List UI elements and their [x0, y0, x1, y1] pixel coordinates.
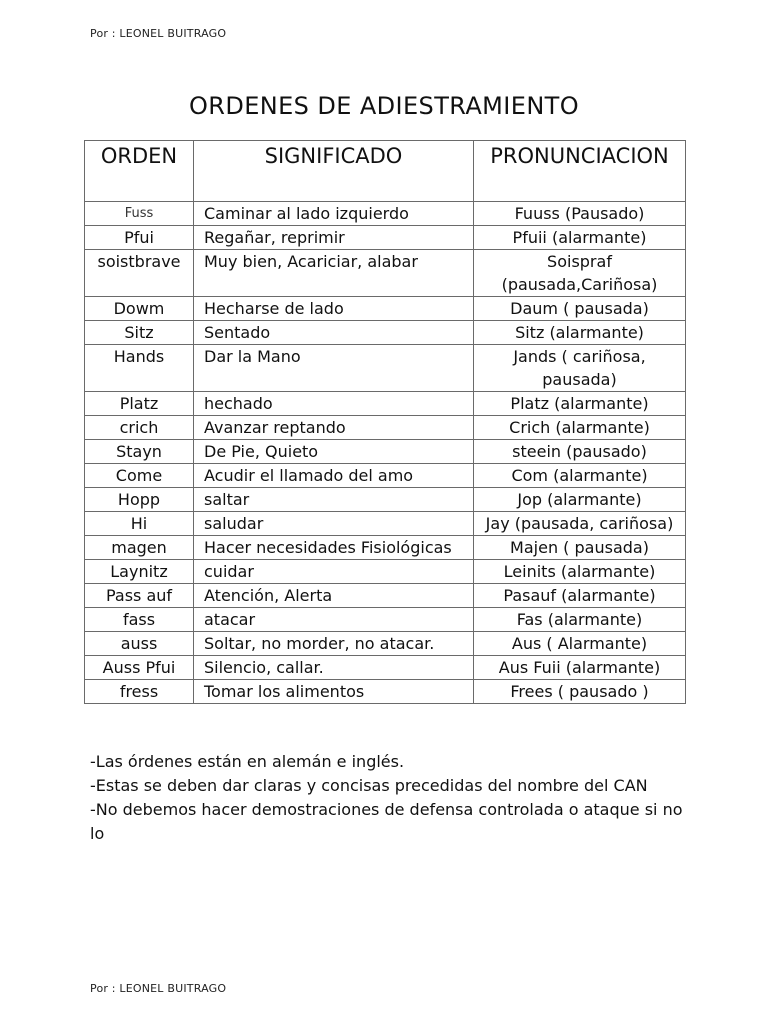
cell-orden: Platz — [85, 392, 194, 416]
table-row — [85, 656, 686, 680]
cell-orden: Fuss — [85, 202, 194, 226]
notes-section — [90, 750, 690, 846]
column-header-pronunciacion: PRONUNCIACION — [474, 141, 686, 202]
cell-pronunciacion: Crich (alarmante) — [474, 416, 686, 440]
cell-pronunciacion: Com (alarmante) — [474, 464, 686, 488]
cell-significado: atacar — [194, 608, 474, 632]
cell-significado: Caminar al lado izquierdo — [194, 202, 474, 226]
cell-significado: Hecharse de lado — [194, 297, 474, 321]
cell-significado: hechado — [194, 392, 474, 416]
cell-orden: magen — [85, 536, 194, 560]
cell-orden: fress — [85, 680, 194, 704]
cell-pronunciacion: Fuuss (Pausado) — [474, 202, 686, 226]
cell-pronunciacion: Daum ( pausada) — [474, 297, 686, 321]
column-header-significado: SIGNIFICADO — [194, 141, 474, 202]
cell-pronunciacion: Jop (alarmante) — [474, 488, 686, 512]
cell-pronunciacion: Frees ( pausado ) — [474, 680, 686, 704]
cell-orden: Hopp — [85, 488, 194, 512]
cell-significado: cuidar — [194, 560, 474, 584]
cell-orden: Sitz — [85, 321, 194, 345]
table-row — [85, 680, 686, 704]
cell-significado: Hacer necesidades Fisiológicas — [194, 536, 474, 560]
cell-pronunciacion: Jay (pausada, cariñosa) — [474, 512, 686, 536]
cell-significado: Sentado — [194, 321, 474, 345]
table-row — [85, 440, 686, 464]
cell-significado: saludar — [194, 512, 474, 536]
cell-significado: Regañar, reprimir — [194, 226, 474, 250]
table-row — [85, 321, 686, 345]
cell-significado: Silencio, callar. — [194, 656, 474, 680]
table-row — [85, 488, 686, 512]
cell-orden: fass — [85, 608, 194, 632]
cell-significado: Avanzar reptando — [194, 416, 474, 440]
cell-significado: Acudir el llamado del amo — [194, 464, 474, 488]
cell-pronunciacion: Aus Fuii (alarmante) — [474, 656, 686, 680]
cell-pronunciacion: Platz (alarmante) — [474, 392, 686, 416]
cell-significado: Tomar los alimentos — [194, 680, 474, 704]
cell-orden: Laynitz — [85, 560, 194, 584]
cell-orden: Come — [85, 464, 194, 488]
note-line: -Las órdenes están en alemán e inglés. — [90, 752, 405, 771]
cell-orden: Stayn — [85, 440, 194, 464]
cell-significado: De Pie, Quieto — [194, 440, 474, 464]
cell-pronunciacion: Pasauf (alarmante) — [474, 584, 686, 608]
table-row — [85, 345, 686, 392]
table-row — [85, 608, 686, 632]
table-row — [85, 416, 686, 440]
cell-orden: Pass auf — [85, 584, 194, 608]
table-row — [85, 226, 686, 250]
table-row — [85, 392, 686, 416]
orders-table — [84, 140, 686, 704]
table-row — [85, 464, 686, 488]
table-row — [85, 536, 686, 560]
table-row — [85, 584, 686, 608]
table-row — [85, 250, 686, 297]
header-author: Por : LEONEL BUITRAGO — [90, 27, 227, 40]
cell-orden: Auss Pfui — [85, 656, 194, 680]
column-header-orden: ORDEN — [85, 141, 194, 202]
cell-orden: Hands — [85, 345, 194, 392]
cell-pronunciacion: Jands ( cariñosa, pausada) — [474, 345, 686, 392]
orders-table-body — [85, 202, 686, 704]
table-row — [85, 202, 686, 226]
cell-significado: saltar — [194, 488, 474, 512]
table-row — [85, 560, 686, 584]
footer-author: Por : LEONEL BUITRAGO — [90, 982, 227, 995]
cell-pronunciacion: Majen ( pausada) — [474, 536, 686, 560]
note-line: -No debemos hacer demostraciones de defensa controlada o ataque si no lo — [90, 800, 683, 843]
table-header-row — [85, 141, 686, 202]
table-row — [85, 512, 686, 536]
cell-orden: Hi — [85, 512, 194, 536]
cell-orden: soistbrave — [85, 250, 194, 297]
cell-pronunciacion: Soispraf (pausada,Cariñosa) — [474, 250, 686, 297]
cell-orden: auss — [85, 632, 194, 656]
cell-pronunciacion: Fas (alarmante) — [474, 608, 686, 632]
cell-significado: Muy bien, Acariciar, alabar — [194, 250, 474, 297]
cell-pronunciacion: Leinits (alarmante) — [474, 560, 686, 584]
cell-significado: Atención, Alerta — [194, 584, 474, 608]
cell-pronunciacion: Sitz (alarmante) — [474, 321, 686, 345]
cell-pronunciacion: steein (pausado) — [474, 440, 686, 464]
cell-orden: Pfui — [85, 226, 194, 250]
cell-pronunciacion: Pfuii (alarmante) — [474, 226, 686, 250]
table-row — [85, 632, 686, 656]
cell-significado: Dar la Mano — [194, 345, 474, 392]
note-line: -Estas se deben dar claras y concisas precedidas del nombre del CAN — [90, 776, 648, 795]
cell-orden: crich — [85, 416, 194, 440]
cell-pronunciacion: Aus ( Alarmante) — [474, 632, 686, 656]
cell-significado: Soltar, no morder, no atacar. — [194, 632, 474, 656]
cell-orden: Dowm — [85, 297, 194, 321]
document-title: ORDENES DE ADIESTRAMIENTO — [188, 92, 580, 120]
table-row — [85, 297, 686, 321]
